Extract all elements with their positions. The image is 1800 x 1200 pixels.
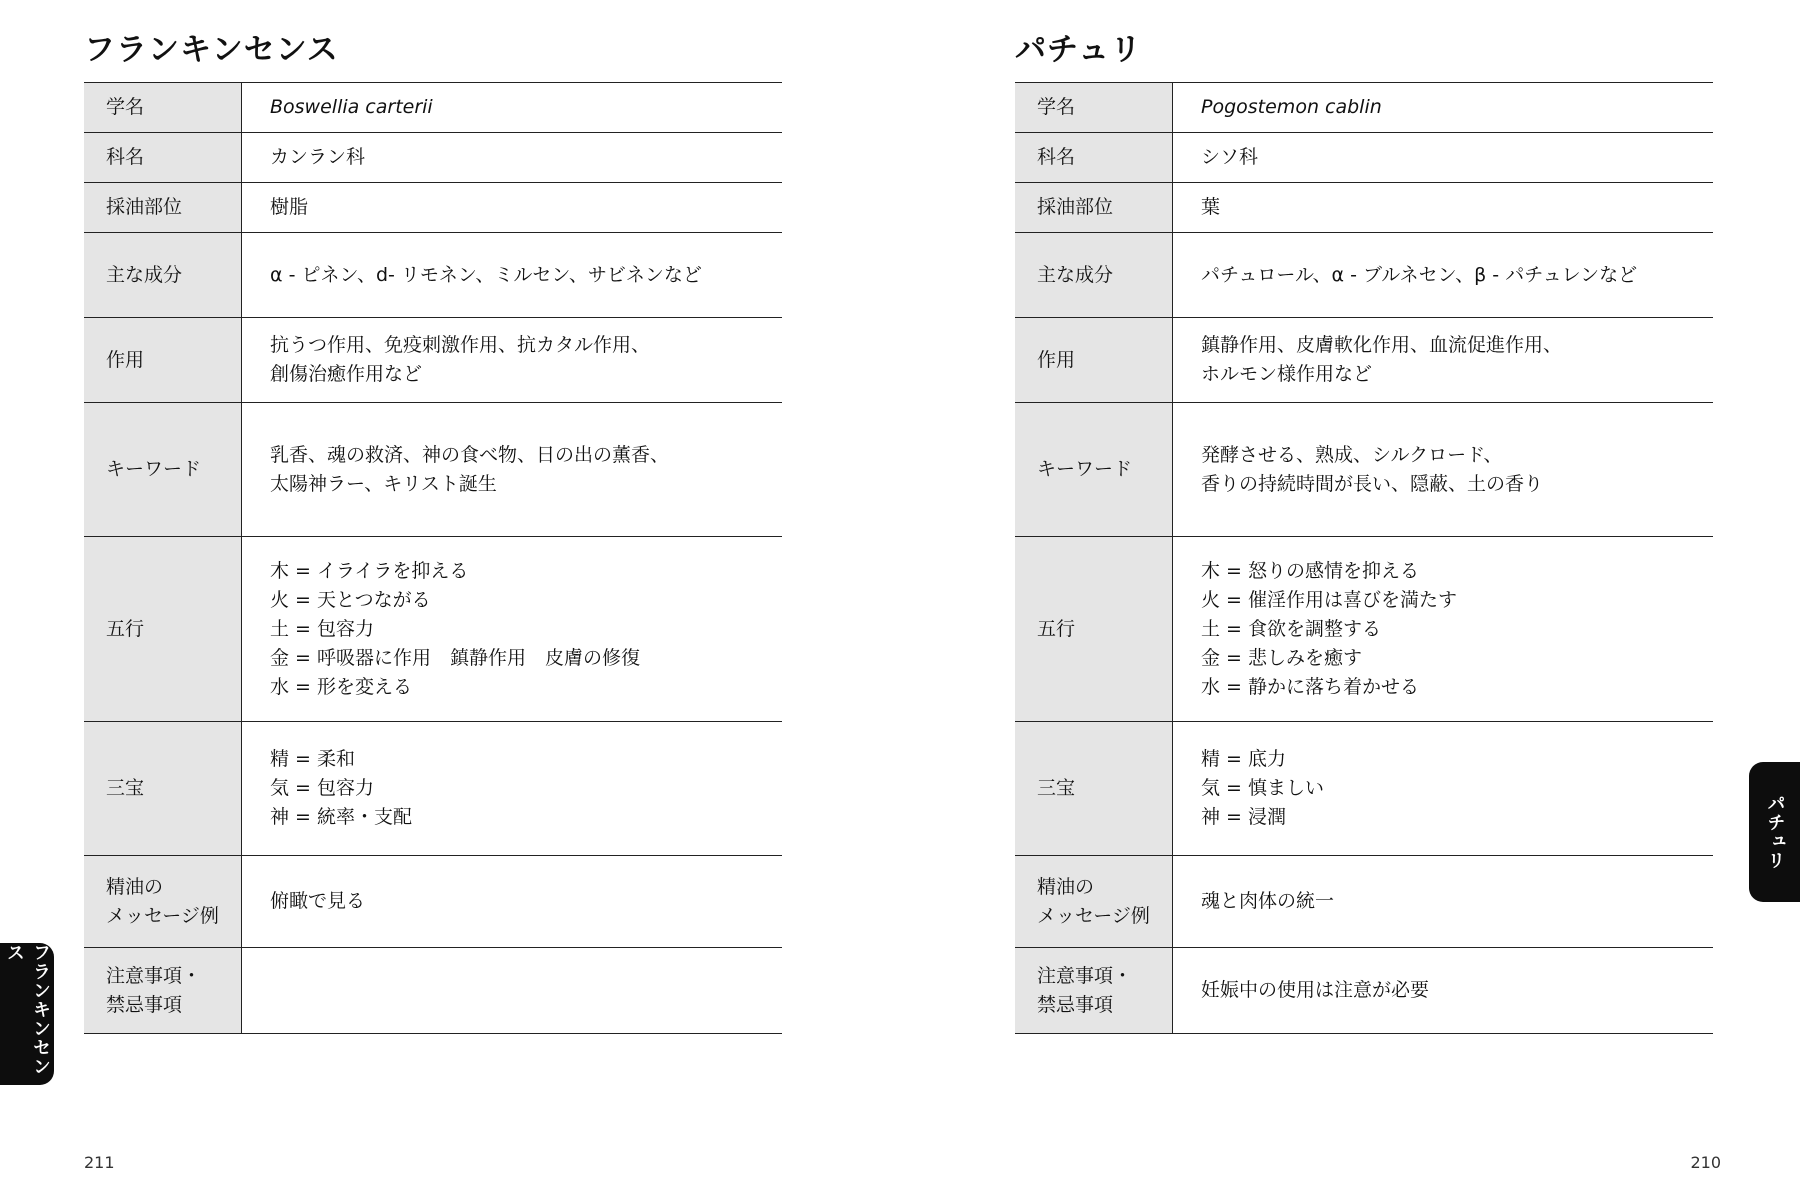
row-value [242,403,783,537]
row-label [84,948,242,1034]
table-row [84,318,782,403]
row-label [84,856,242,948]
table-row [1015,948,1713,1034]
info-table [84,82,782,1034]
row-label-line: 作用 [1037,348,1076,371]
row-value-line: 妊娠中の使用は注意が必要 [1201,979,1430,1001]
row-label [84,183,242,233]
table-row [1015,233,1713,318]
row-label-line: 科名 [106,146,145,168]
row-value-line: 香りの持続時間が長い、隠蔽、土の香り [1201,472,1544,495]
row-value-line: 発酵させる、熟成、シルクロード、 [1201,443,1503,466]
table-row [1015,722,1713,856]
table-row [1015,318,1713,403]
row-value-line: Boswellia carterii [270,96,433,118]
row-value [1173,133,1714,183]
row-value-line: 土 = 包容力 [270,617,374,640]
row-label-line: メッセージ例 [106,904,219,927]
row-label-line: メッセージ例 [1037,904,1150,927]
row-value-line: 火 = 催淫作用は喜びを満たす [1201,588,1457,611]
row-label [1015,233,1173,318]
row-label-line: 五行 [1037,617,1076,640]
page-number: 211 [84,1153,115,1172]
table-row [84,233,782,318]
row-label [84,722,242,856]
row-label [84,403,242,537]
row-value-line: Pogostemon cablin [1201,96,1382,118]
row-value [1173,318,1714,403]
row-value-line: 魂と肉体の統一 [1201,890,1335,912]
left-page [84,0,782,1200]
row-label [84,318,242,403]
row-value-line: 葉 [1201,196,1221,218]
row-label [84,233,242,318]
row-value-line: 創傷治癒作用など [270,363,423,385]
row-value [1173,948,1714,1034]
row-label-line: 採油部位 [106,196,183,218]
row-value-line: 乳香、魂の救済、神の食べ物、日の出の薫香、 [270,443,670,466]
row-value [1173,856,1714,948]
row-label-line: 採油部位 [1037,196,1114,218]
row-label [1015,133,1173,183]
table-row [84,948,782,1034]
row-value-line: カンラン科 [270,146,366,168]
side-index-tab: フランキンセンス [0,943,54,1085]
row-value-line: 金 = 悲しみを癒す [1201,646,1362,669]
row-value [1173,722,1714,856]
row-value-line: 気 = 慎ましい [1201,777,1324,799]
row-label [84,133,242,183]
row-label-line: 学名 [106,96,145,118]
row-label-line: キーワード [106,458,202,480]
table-row [84,537,782,722]
row-value-line: 木 = 怒りの感情を抑える [1201,559,1419,582]
row-value [242,537,783,722]
right-page [1015,0,1721,1200]
row-label-line: 五行 [106,617,145,640]
row-label [1015,318,1173,403]
row-value-line: 気 = 包容力 [270,777,374,799]
row-value-line: 樹脂 [270,196,309,218]
row-label [1015,537,1173,722]
row-value-line: 水 = 静かに落ち着かせる [1201,675,1419,698]
row-value [242,856,783,948]
table-row [84,133,782,183]
row-value-line: 神 = 統率・支配 [270,806,412,828]
row-value [1173,183,1714,233]
row-label-line: 主な成分 [1037,263,1114,286]
table-row [84,183,782,233]
table-row [1015,537,1713,722]
row-value [1173,403,1714,537]
row-value-line: 神 = 浸潤 [1201,806,1286,828]
row-value [242,133,783,183]
row-label-line: 学名 [1037,96,1076,118]
row-label-line: 精油の [1037,875,1095,898]
table-row [84,83,782,133]
row-label-line: 三宝 [1037,777,1076,799]
row-value-line: シソ科 [1201,146,1259,168]
row-value-line: 火 = 天とつながる [270,588,431,611]
row-label [1015,722,1173,856]
row-value [1173,233,1714,318]
row-value-line: 抗うつ作用、免疫刺激作用、抗カタル作用、 [270,334,651,356]
row-value-line: 水 = 形を変える [270,675,412,698]
row-value-line: 木 = イライラを抑える [270,559,469,582]
row-value-line: ホルモン様作用など [1201,363,1373,385]
row-value-line: 精 = 底力 [1201,748,1286,770]
row-value [242,948,783,1034]
row-label [84,83,242,133]
row-label-line: 科名 [1037,146,1076,168]
row-value [242,318,783,403]
row-value-line: 精 = 柔和 [270,748,355,770]
row-label-line: 注意事項・ [1037,964,1133,987]
row-value [242,83,783,133]
row-value-line: 金 = 呼吸器に作用 鎮静作用 皮膚の修復 [270,646,641,669]
table-row [1015,403,1713,537]
row-value-line: 太陽神ラー、キリスト誕生 [270,472,497,495]
row-label [84,537,242,722]
row-value [1173,537,1714,722]
row-label [1015,403,1173,537]
row-value-line: 鎮静作用、皮膚軟化作用、血流促進作用、 [1201,334,1563,356]
row-value [1173,83,1714,133]
row-value-line: 俯瞰で見る [270,890,366,912]
table-row [1015,856,1713,948]
row-value [242,722,783,856]
row-label [1015,83,1173,133]
row-label-line: 主な成分 [106,263,183,286]
row-label [1015,948,1173,1034]
row-label-line: 注意事項・ [106,964,202,987]
table-row [84,856,782,948]
table-row [1015,83,1713,133]
page-title: フランキンセンス [84,32,339,68]
info-table [1015,82,1713,1034]
row-label-line: 作用 [106,348,145,371]
row-label [1015,856,1173,948]
row-value-line: 土 = 食欲を調整する [1201,617,1381,640]
row-label-line: 禁忌事項 [1037,993,1114,1016]
table-row [1015,183,1713,233]
row-value-line: α - ピネン、d- リモネン、ミルセン、サビネンなど [270,263,702,286]
row-label-line: 禁忌事項 [106,993,183,1016]
table-row [84,722,782,856]
row-value [242,183,783,233]
table-row [84,403,782,537]
row-label [1015,183,1173,233]
side-index-tab: パチュリ [1749,762,1800,902]
row-value-line: パチュロール、α - ブルネセン、β - パチュレンなど [1201,263,1638,286]
table-row [1015,133,1713,183]
page-number: 210 [1690,1153,1721,1172]
row-label-line: 精油の [106,875,164,898]
row-value [242,233,783,318]
row-label-line: キーワード [1037,458,1133,480]
row-label-line: 三宝 [106,777,145,799]
page-title: パチュリ [1015,32,1143,68]
